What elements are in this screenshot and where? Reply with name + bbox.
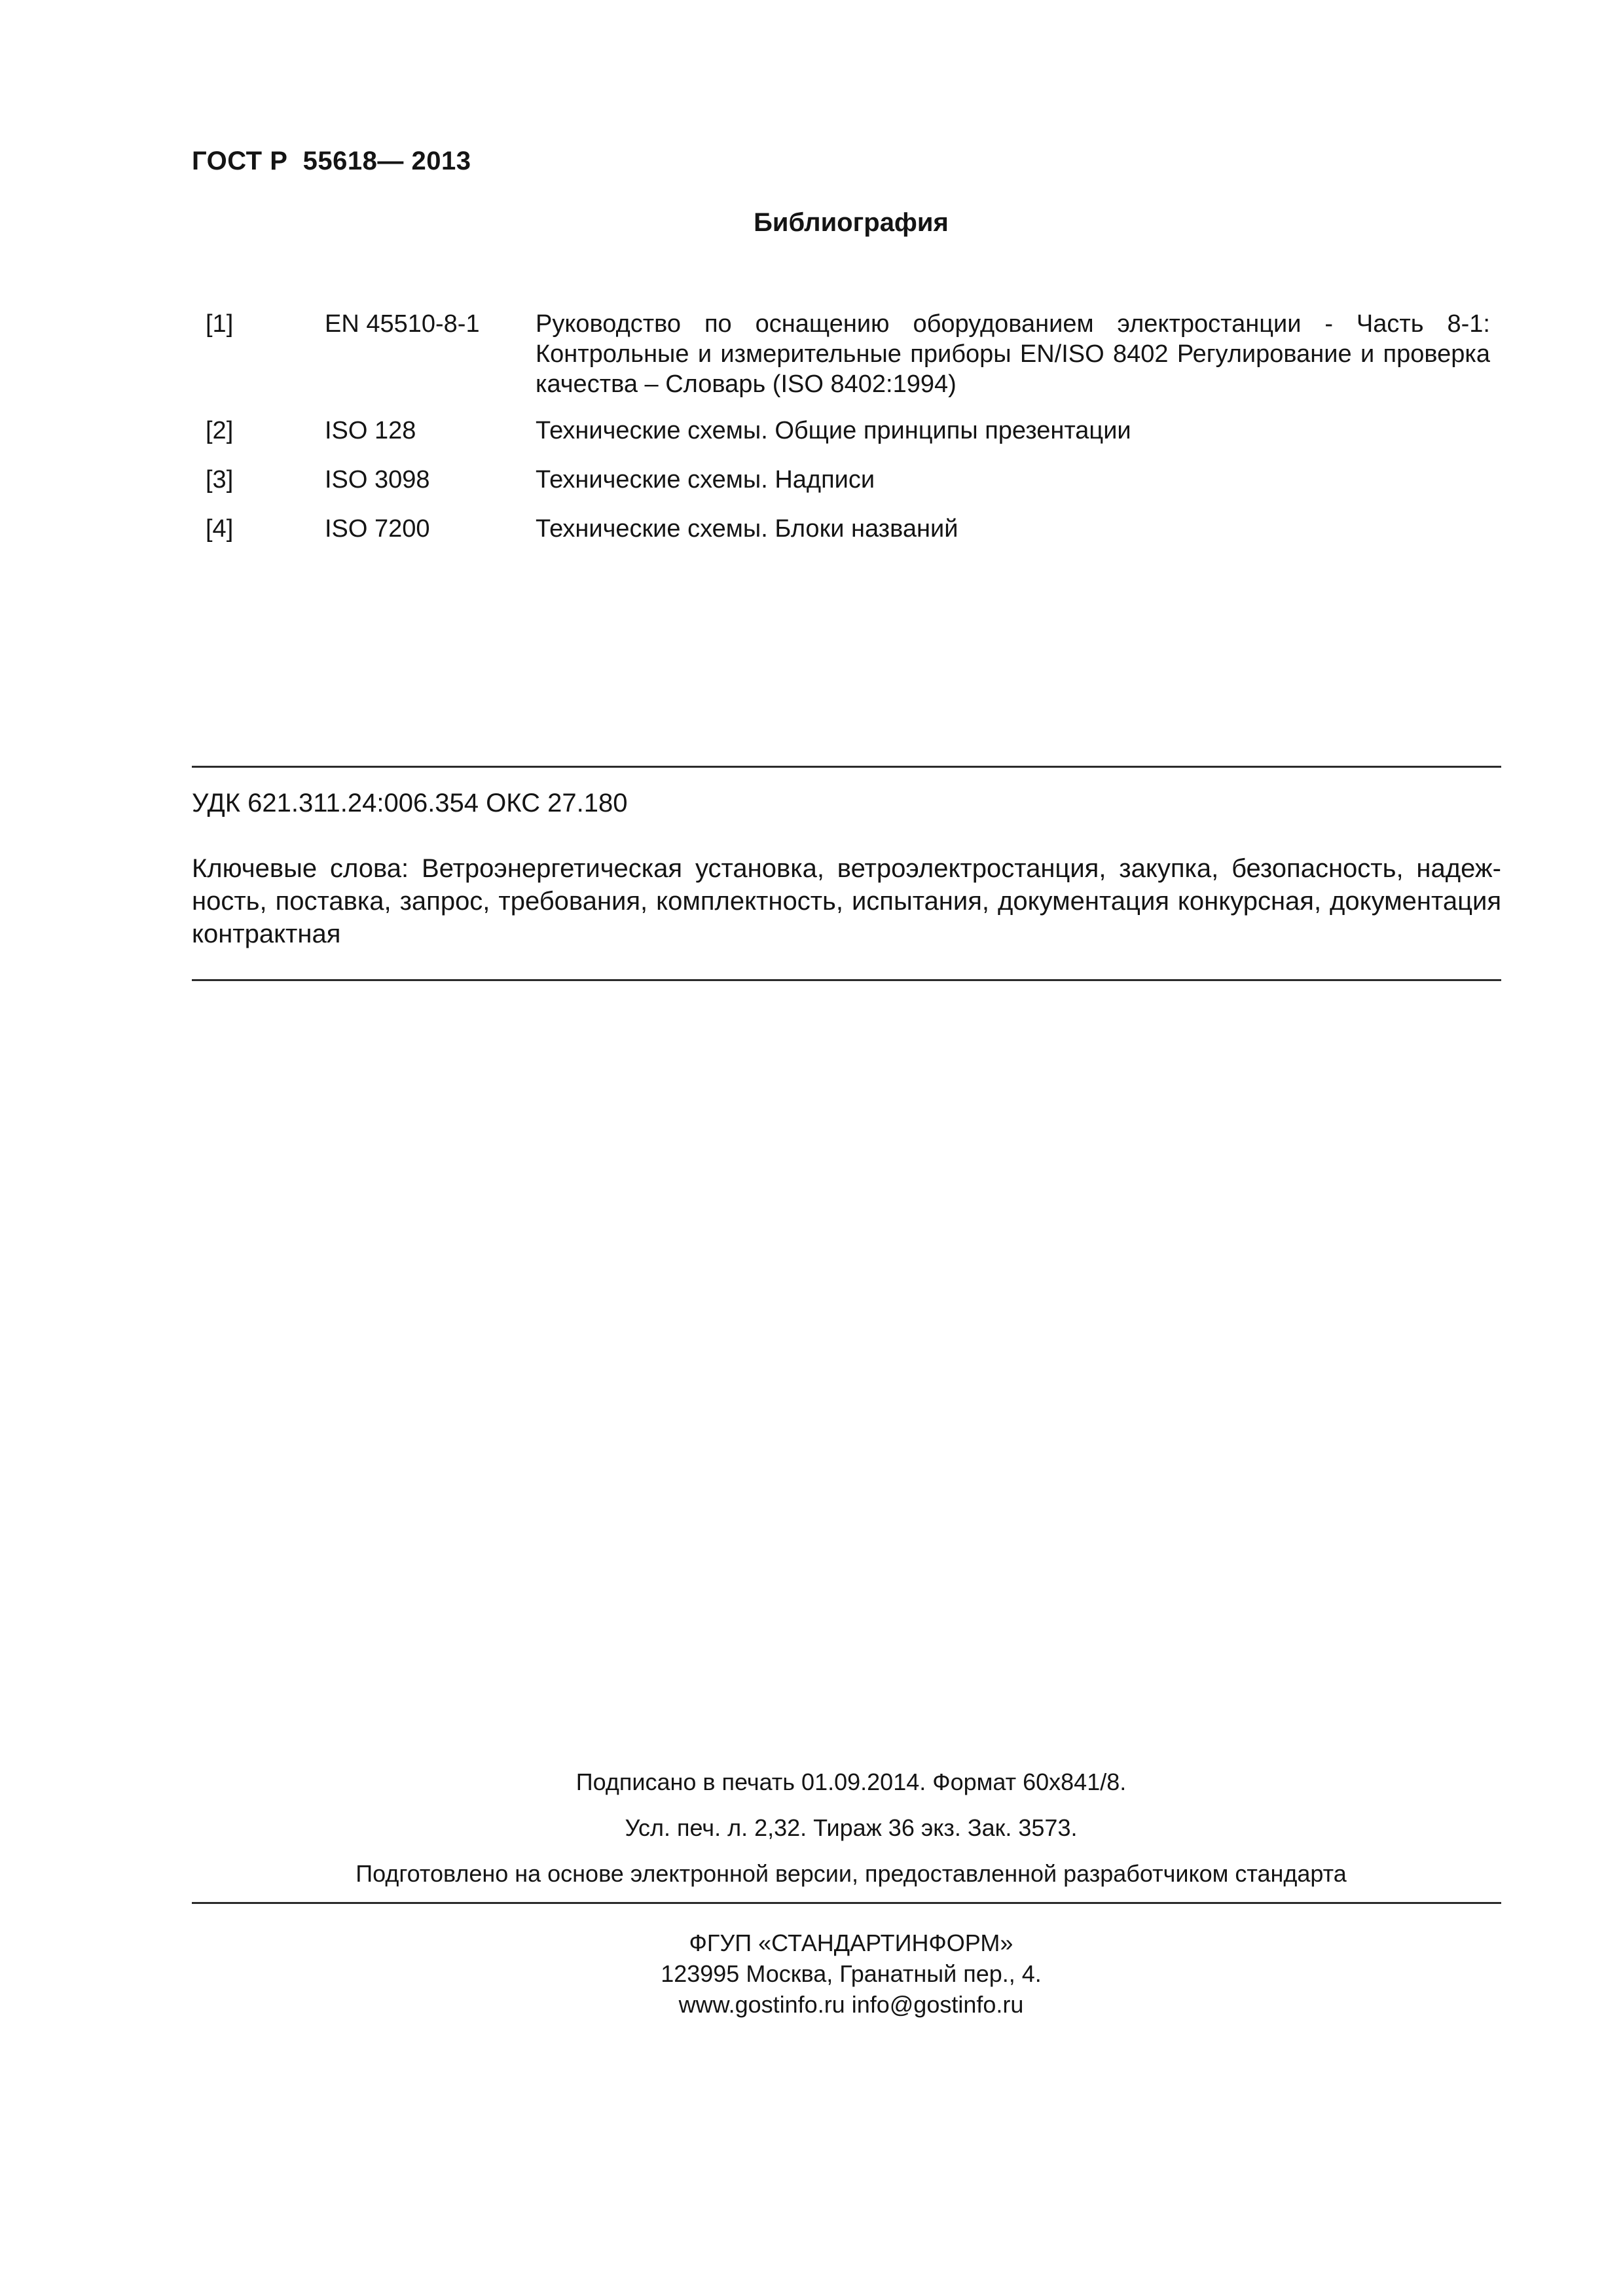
imprint-print-run: Усл. печ. л. 2,32. Тираж 36 экз. Зак. 3573. [625,1814,1078,1841]
divider-top [192,766,1501,768]
entry-standard-code: ISO 3098 [325,466,430,493]
entry-number: [4] [206,515,234,543]
entry-number: [1] [206,310,234,338]
publisher-address: 123995 Москва, Гранатный пер., 4. [661,1960,1042,1987]
entry-description: Технические схемы. Общие принципы презентации [536,417,1131,444]
publisher-name: ФГУП «СТАНДАРТИНФОРМ» [689,1929,1013,1956]
publisher-contacts: www.gostinfo.ru info@gostinfo.ru [678,1991,1024,2018]
entry-standard-code: EN 45510-8-1 [325,310,480,338]
divider-bottom [192,979,1501,981]
keywords: Ключевые слова: Ветроэнергетическая установка, ветроэлектростанция, закупка, безопасность, надежность, поставка, запрос, требования, комплектность, испытания, документация конкурсная, документация контрактная [192,854,1501,948]
document-code: ГОСТ Р 55618— 2013 [192,147,471,175]
udk-oks-classification: УДК 621.311.24:006.354 ОКС 27.180 [192,789,628,817]
entry-standard-code: ISO 7200 [325,515,430,543]
entry-number: [2] [206,417,234,444]
entry-description: Технические схемы. Блоки названий [536,515,958,543]
imprint-signed-to-print: Подписано в печать 01.09.2014. Формат 60x841/8. [575,1768,1127,1795]
entry-number: [3] [206,466,234,493]
entry-description: Руководство по оснащению оборудованием электростанции - Часть 8-1: Контрольные и измерительные приборы EN/ISO 8402 Регулирование и проверка качества – Словарь (ISO 8402:1994) [536,310,1490,398]
bibliography-title: Библиография [754,208,949,237]
imprint-prepared-note: Подготовлено на основе электронной версии, предоставленной разработчиком стандарта [356,1860,1347,1887]
entry-description: Технические схемы. Надписи [536,466,875,493]
entry-standard-code: ISO 128 [325,417,416,444]
divider-imprint [192,1902,1501,1904]
